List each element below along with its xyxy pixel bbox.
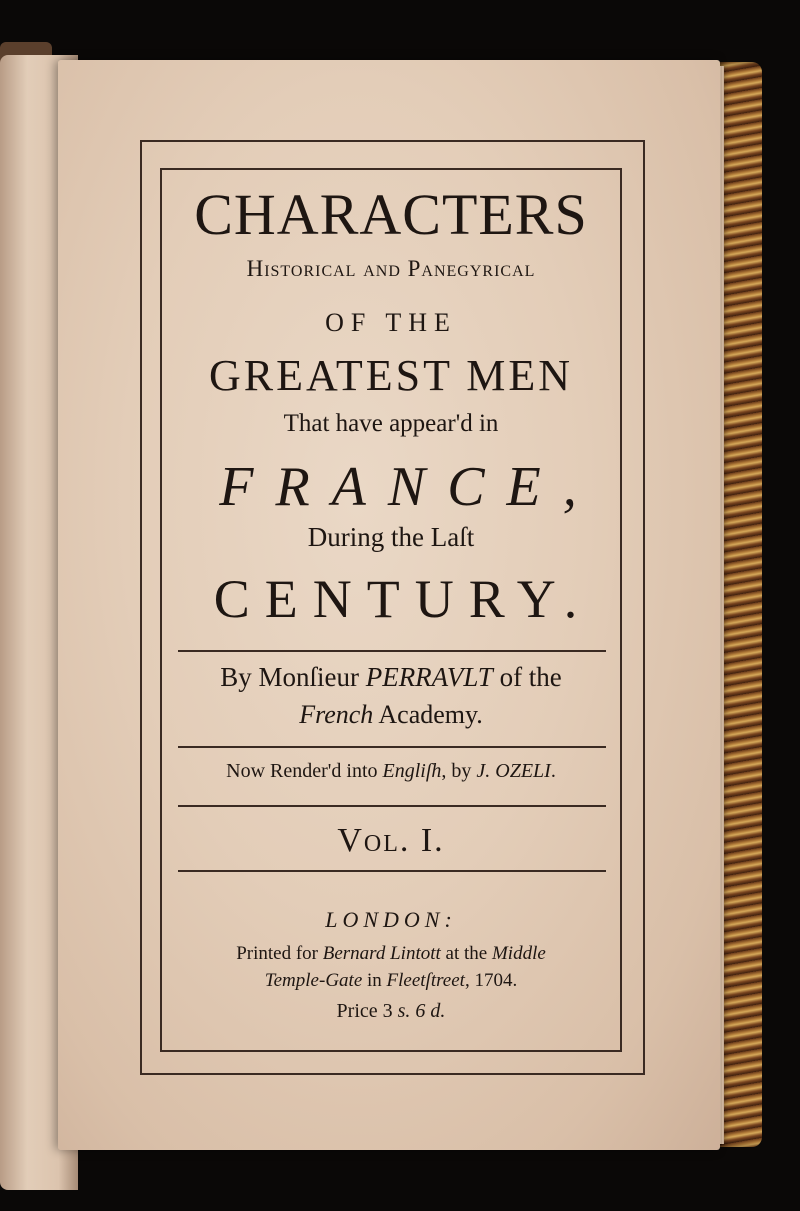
academy-rest: Academy. xyxy=(373,700,483,729)
translation-middle: , by xyxy=(441,760,477,782)
price-line xyxy=(160,1000,622,1023)
author-line xyxy=(160,662,622,693)
of-the-line: OF THE xyxy=(325,308,457,337)
during-line: During the Laſt xyxy=(307,522,475,552)
imprint-line-1 xyxy=(160,943,622,965)
author-name: PERRAVLT xyxy=(365,662,493,692)
century-line: CENTURY. xyxy=(213,569,593,629)
academy-line xyxy=(160,700,622,730)
divider-rule xyxy=(178,746,606,748)
imprint-year: , 1704. xyxy=(464,970,518,991)
imprint-street: Fleetſtreet xyxy=(386,970,465,991)
country-line: FRANCE, xyxy=(219,456,599,518)
gilt-binding-edge xyxy=(718,62,762,1147)
divider-rule xyxy=(178,805,606,807)
imprint-city: LONDON: xyxy=(325,907,457,932)
translation-suffix: . xyxy=(550,760,556,782)
translator-name: J. OZELI xyxy=(476,760,551,782)
greatest-men-line: GREATEST MEN xyxy=(209,351,573,400)
translation-line xyxy=(160,760,622,783)
book-subtitle: Historical and Panegyrical xyxy=(246,256,536,281)
imprint-gate: Temple-Gate xyxy=(264,970,363,991)
price-units: s. 6 d. xyxy=(397,1000,446,1022)
author-suffix: of the xyxy=(492,662,562,692)
book-title: CHARACTERS xyxy=(194,182,588,247)
imprint-prefix: Printed for xyxy=(236,943,323,964)
translation-language: Engliſh xyxy=(382,760,442,782)
academy-italic: French xyxy=(299,700,374,729)
imprint-in: in xyxy=(362,970,387,991)
volume-label: Vol. I. xyxy=(337,822,445,859)
translation-prefix: Now Render'd into xyxy=(226,760,383,782)
imprint-place: Middle xyxy=(491,943,546,964)
printer-name: Bernard Lintott xyxy=(322,943,441,964)
author-prefix: By Monſieur xyxy=(220,662,366,692)
that-have-line: That have appear'd in xyxy=(283,410,499,437)
divider-rule xyxy=(178,650,606,652)
divider-rule xyxy=(178,870,606,872)
imprint-middle: at the xyxy=(440,943,492,964)
imprint-line-2 xyxy=(160,970,622,992)
price-prefix: Price 3 xyxy=(336,1000,398,1022)
